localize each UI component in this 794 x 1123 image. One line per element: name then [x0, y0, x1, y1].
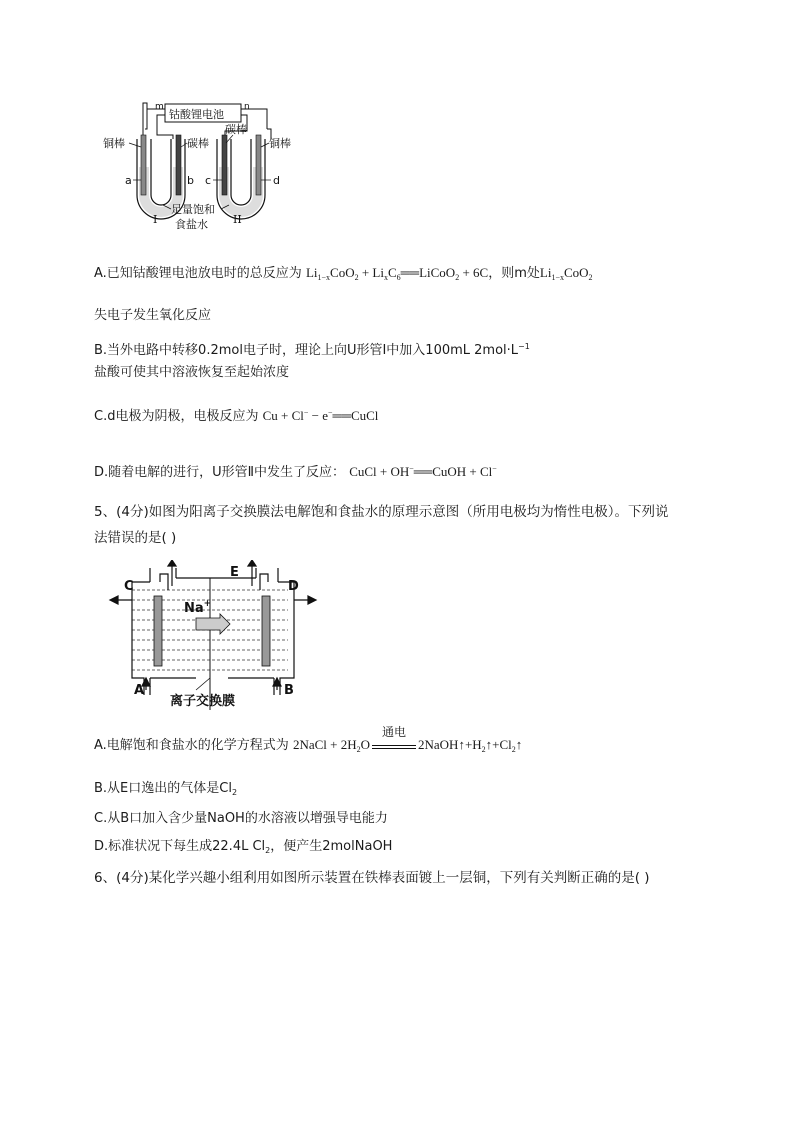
terminal-n: n	[244, 102, 250, 112]
label-na: Na+	[184, 599, 212, 616]
label-c: c	[205, 174, 212, 187]
q5-stem-line2: 法错误的是( )	[94, 530, 177, 546]
q4-option-d[interactable]	[94, 460, 497, 482]
label-left-carbon: 碳棒	[187, 137, 209, 150]
q5-option-b-text: B.从E口逸出的气体是Cl	[94, 781, 232, 796]
q5-stem-line1: 5、(4分)如图为阳离子交换膜法电解饱和食盐水的原理示意图（所用电极均为惰性电极）。下列说	[94, 504, 669, 520]
label-tube-2: II	[233, 213, 242, 226]
battery-label: 钴酸锂电池	[169, 108, 224, 121]
q4-option-d-equation: CuCl + OH−══CuOH + Cl−	[349, 464, 497, 479]
q5-option-c[interactable]: C.从B口加入含少量NaOH的水溶液以增强导电能力	[94, 811, 388, 826]
q4-option-b-text: B.当外电路中转移0.2mol电子时，理论上向U形管Ⅰ中加入100mL 2mol·L	[94, 343, 519, 358]
q5-option-d-text: D.标准状况下每生成22.4L Cl	[94, 839, 266, 854]
q5-option-a[interactable]	[94, 725, 523, 759]
q5-option-b[interactable]: B.从E口逸出的气体是$Cl_2$	[94, 781, 238, 797]
label-right-carbon: 碳棒	[225, 123, 247, 136]
label-solution-2: 食盐水	[175, 218, 208, 231]
q5-option-a-equation: 2NaCl + $2H_2O$ 通电 $2NaOH↑+H_2↑+Cl_2↑$	[292, 725, 523, 754]
label-A: A	[134, 683, 145, 698]
terminal-m: m	[155, 102, 164, 112]
q4-option-a-mid: ，则m处	[488, 266, 540, 281]
label-a: a	[125, 174, 132, 187]
q4-option-c[interactable]	[94, 404, 378, 426]
label-right-copper: 铜棒	[269, 137, 291, 150]
label-C: C	[124, 579, 134, 594]
label-E: E	[230, 565, 239, 580]
label-B: B	[284, 683, 294, 698]
q4-option-d-text: D.随着电解的进行，U形管Ⅱ中发生了反应：	[94, 465, 346, 480]
label-membrane: 离子交换膜	[170, 694, 236, 709]
label-b: b	[187, 174, 194, 187]
figure-u-tubes	[95, 95, 315, 245]
figure-membrane-cell	[108, 560, 318, 715]
q4-option-b-line2: 盐酸可使其中溶液恢复至起始浓度	[94, 365, 290, 380]
q4-option-a-line2: 失电子发生氧化反应	[94, 308, 212, 323]
q4-option-a-equation: $Li_{1-x}CoO_2$ + $Li_xC_6══LiCoO_2 + 6C$	[305, 265, 489, 282]
label-solution-1: 足量饱和	[171, 203, 215, 216]
q6-stem: 6、(4分)某化学兴趣小组利用如图所示装置在铁棒表面镀上一层铜，下列有关判断正确的是( )	[94, 870, 650, 886]
q4-option-c-equation: Cu + Cl− − e−══CuCl	[262, 408, 379, 423]
q4-option-a[interactable]	[94, 264, 593, 287]
q4-option-c-text: C.d电极为阴极，电极反应为	[94, 409, 259, 424]
q4-option-a-text: A.已知钴酸锂电池放电时的总反应为	[94, 266, 302, 281]
label-D: D	[288, 579, 299, 594]
label-left-copper: 铜棒	[103, 137, 125, 150]
label-d: d	[273, 174, 280, 187]
q4-option-b[interactable]: B.当外电路中转移0.2mol电子时，理论上向U形管Ⅰ中加入100mL $2mol\cdot L^{-1}$	[94, 342, 530, 358]
q5-option-d[interactable]: D.标准状况下每生成22.4L $Cl_2$，便产生2molNaOH	[94, 839, 393, 855]
q4-option-a-equation-2: $Li_{1-x}CoO_2$	[539, 265, 593, 282]
q5-option-a-text: A.电解饱和食盐水的化学方程式为	[94, 738, 289, 753]
label-tube-1: I	[153, 213, 158, 226]
q5-condition-label: 通电	[382, 725, 407, 739]
